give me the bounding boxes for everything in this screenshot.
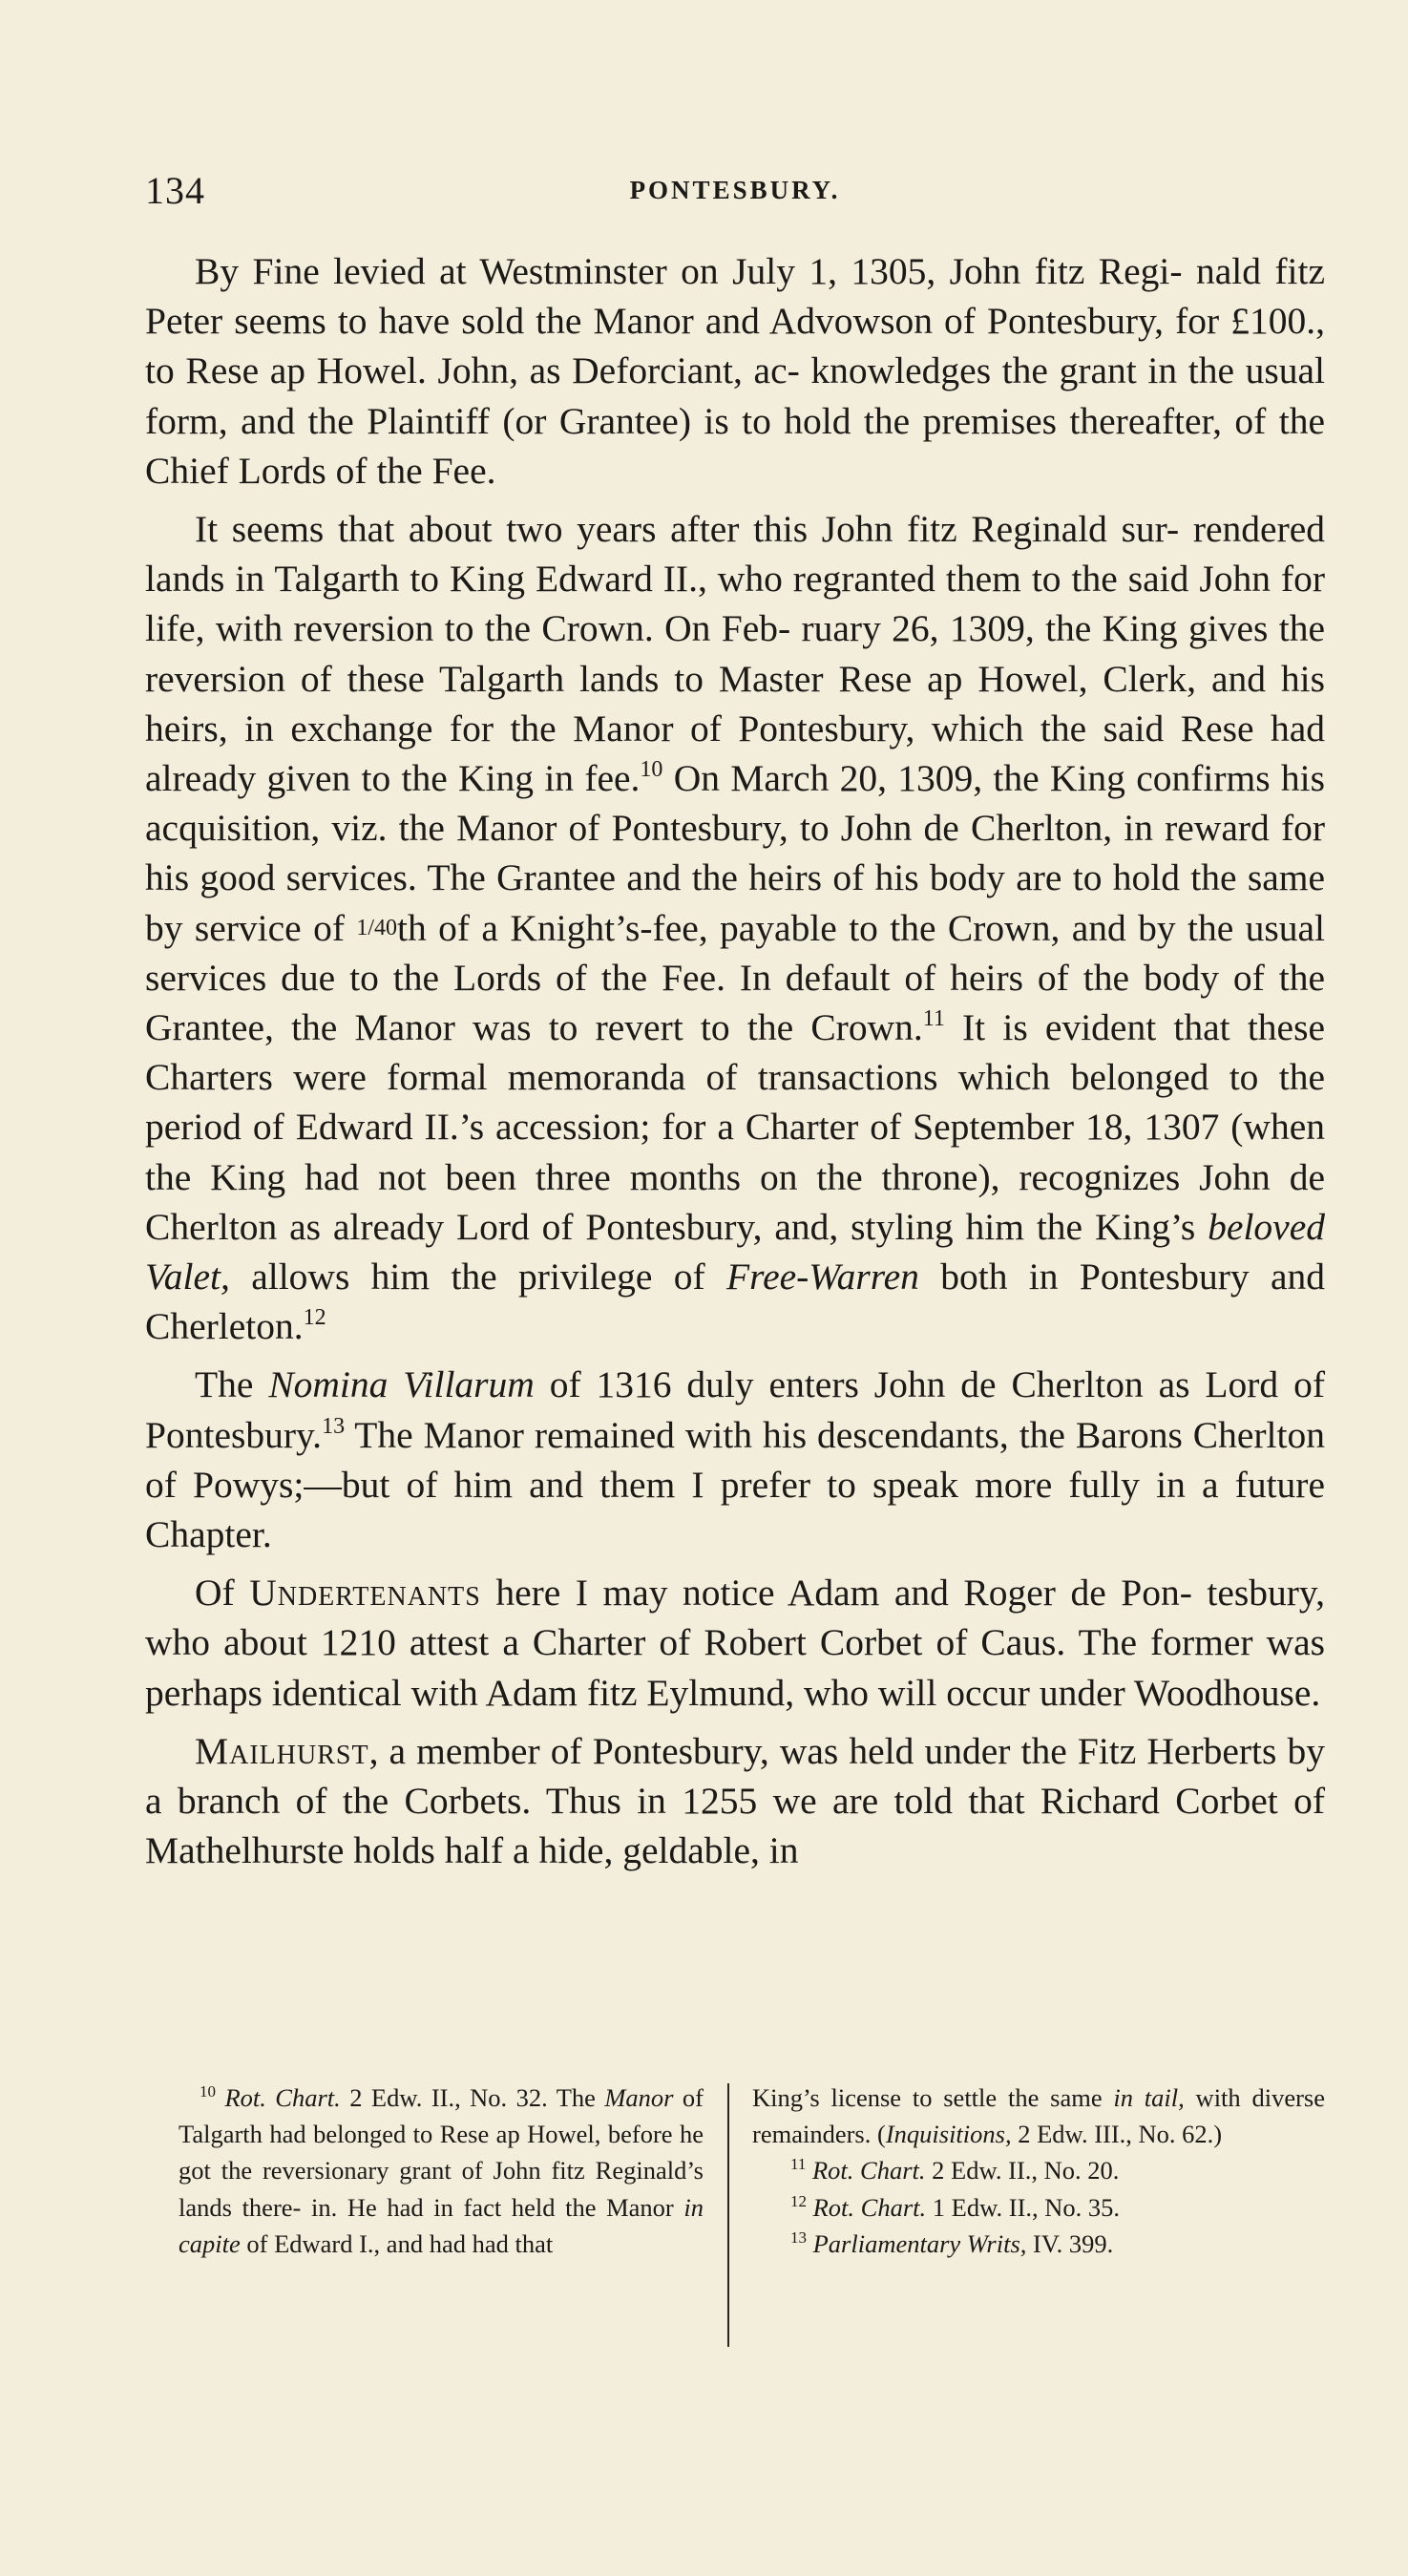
paragraph-4 — [145, 1568, 1325, 1718]
paragraph-4-text-a: Of — [195, 1572, 250, 1615]
page-header — [145, 168, 1325, 216]
paragraph-3-text-c: The Manor remained with his descendants, the Barons Cherlton of Powys;—but of him and them I prefer to speak more fully in a future Chapter. — [145, 1413, 1325, 1556]
footnote-12-text: 1 Edw. II., No. 35. — [926, 2192, 1121, 2222]
footnote-13-text: IV. 399. — [1026, 2228, 1114, 2258]
footnote-11-number: 11 — [790, 2155, 807, 2174]
running-head: PONTESBURY. — [629, 176, 841, 204]
paragraph-2-text-b: On March 20, 1309, the King confirms his acquisition, viz. the Manor of Pontesbury, to John de Cherlton, in reward for his good services. The Grantee and the heirs of his body are to hold the same by service of — [145, 757, 1325, 949]
footnote-11-text: 2 Edw. II., No. 20. — [925, 2156, 1120, 2185]
footnote-10-italic-in-capite: in capite — [179, 2192, 704, 2258]
footnote-11 — [752, 2152, 1325, 2188]
footnote-10-source: Rot. Chart. — [224, 2083, 341, 2112]
footnote-10-text-a: 2 Edw. II., No. 32. The — [340, 2083, 605, 2112]
small-caps-mailhurst: Mailhurst — [195, 1729, 369, 1772]
paragraph-1-text: By Fine levied at Westminster on July 1, 1305, John fitz Regi- nald fitz Peter seems to have sold the Manor and Advowson of Pontesbury, for £100., to Rese ap Howel. John, as Deforciant, ac- knowledges the grant in the usual form, and the Plaintiff (or Grantee) is to hold the premises thereafter, of the Chief Lords of the Fee. — [145, 250, 1325, 492]
italic-free-warren: Free-Warren — [726, 1256, 919, 1299]
fraction-one-fortieth: 1/40 — [356, 915, 398, 940]
footnotes — [145, 2080, 1325, 2366]
footnote-ref-12[interactable]: 12 — [303, 1305, 326, 1331]
paragraph-2-text-f: both in Pontesbury and Cherleton. — [145, 1256, 1325, 1348]
footnotes-right-column — [752, 2080, 1325, 2262]
paragraph-2-text-c: th of a Knight’s-fee, payable to the Crown, and by the usual services due to the Lords of the Fee. In default of heirs of the body of the Grantee, the Manor was to revert to the Crown. — [145, 906, 1325, 1049]
footnote-10-cont-italic-inquisitions: Inquisitions, — [885, 2120, 1012, 2149]
footnote-13-source: Parliamentary Writs, — [812, 2228, 1027, 2258]
footnote-11-source: Rot. Chart. — [812, 2156, 926, 2185]
paragraph-3 — [145, 1360, 1325, 1559]
footnote-10-cont-text-b: with diverse remainders. ( — [752, 2083, 1325, 2149]
footnote-13-number: 13 — [790, 2228, 807, 2247]
footnote-10 — [179, 2080, 704, 2262]
footnote-10-continued — [752, 2080, 1325, 2152]
footnote-12-number: 12 — [790, 2191, 807, 2210]
footnote-ref-10[interactable]: 10 — [640, 757, 663, 783]
footnote-10-cont-text-c: 2 Edw. III., No. 62.) — [1011, 2120, 1223, 2149]
footnote-13 — [752, 2226, 1325, 2262]
footnote-ref-11[interactable]: 11 — [922, 1006, 945, 1032]
footnote-12 — [752, 2189, 1325, 2226]
footnote-10-number: 10 — [200, 2082, 216, 2101]
footnote-12-source: Rot. Chart. — [812, 2192, 927, 2222]
footnotes-left-column — [179, 2080, 704, 2262]
paragraph-2-text-a: It seems that about two years after this John fitz Reginald sur- rendered lands in Talgarth to King Edward II., who regranted them to the said John for life, with reversion to the Crown. On Feb- ruary 26, 1309, the King gives the reversion of these Talgarth lands to Master Rese ap Howel, Clerk, and his heirs, in exchange for the Manor of Pontesbury, which the said Rese had already given to the King in fee. — [145, 508, 1325, 800]
paragraph-2 — [145, 504, 1325, 1351]
paragraph-2-text-d: It is evident that these Charters were formal memoranda of transactions which belonged to the period of Edward II.’s accession; for a Charter of September 18, 1307 (when the King had not been three months on the throne), recognizes John de Cherlton as already Lord of Pontesbury, and, styling him the King’s — [145, 1006, 1325, 1248]
footnote-10-text-b: of Talgarth had belonged to Rese ap Howel, before he got the reversionary grant of John fitz Reginald’s lands there- in. He had in fact held the Manor — [179, 2083, 704, 2222]
footnote-10-cont-text-a: King’s license to settle the same — [752, 2083, 1114, 2112]
italic-nomina-villarum: Nomina Villarum — [268, 1363, 535, 1406]
footnote-10-text-c: of Edward I., and had had that — [240, 2228, 554, 2258]
footnote-10-cont-italic-in-tail: in tail, — [1113, 2083, 1185, 2112]
italic-beloved-valet: beloved Valet, — [145, 1205, 1325, 1299]
paragraph-5 — [145, 1726, 1325, 1876]
footnote-ref-13[interactable]: 13 — [322, 1413, 346, 1439]
paragraph-4-text-b: here I may notice Adam and Roger de Pon- tesbury, who about 1210 attest a Charter of Robert Corbet of Caus. The former was perhaps identical with Adam fitz Eylmund, who will occur under Woodhouse. — [145, 1572, 1325, 1714]
body-text — [145, 246, 1325, 1885]
footnote-column-divider — [727, 2083, 729, 2347]
paragraph-1 — [145, 246, 1325, 496]
paragraph-3-text-a: The — [195, 1363, 269, 1406]
paragraph-2-text-e: allows him the privilege of — [229, 1256, 727, 1299]
paragraph-5-text-b: , a member of Pontesbury, was held under the Fitz Herberts by a branch of the Corbets. Thus in 1255 we are told that Richard Corbet of Mathelhurste holds half a hide, geldable, in — [145, 1729, 1325, 1872]
paragraph-3-text-b: of 1316 duly enters John de Cherlton as Lord of Pontesbury. — [145, 1363, 1325, 1456]
page-number: 134 — [145, 169, 205, 212]
small-caps-undertenants: Undertenants — [249, 1572, 481, 1615]
footnote-10-italic-manor: Manor — [604, 2083, 674, 2112]
